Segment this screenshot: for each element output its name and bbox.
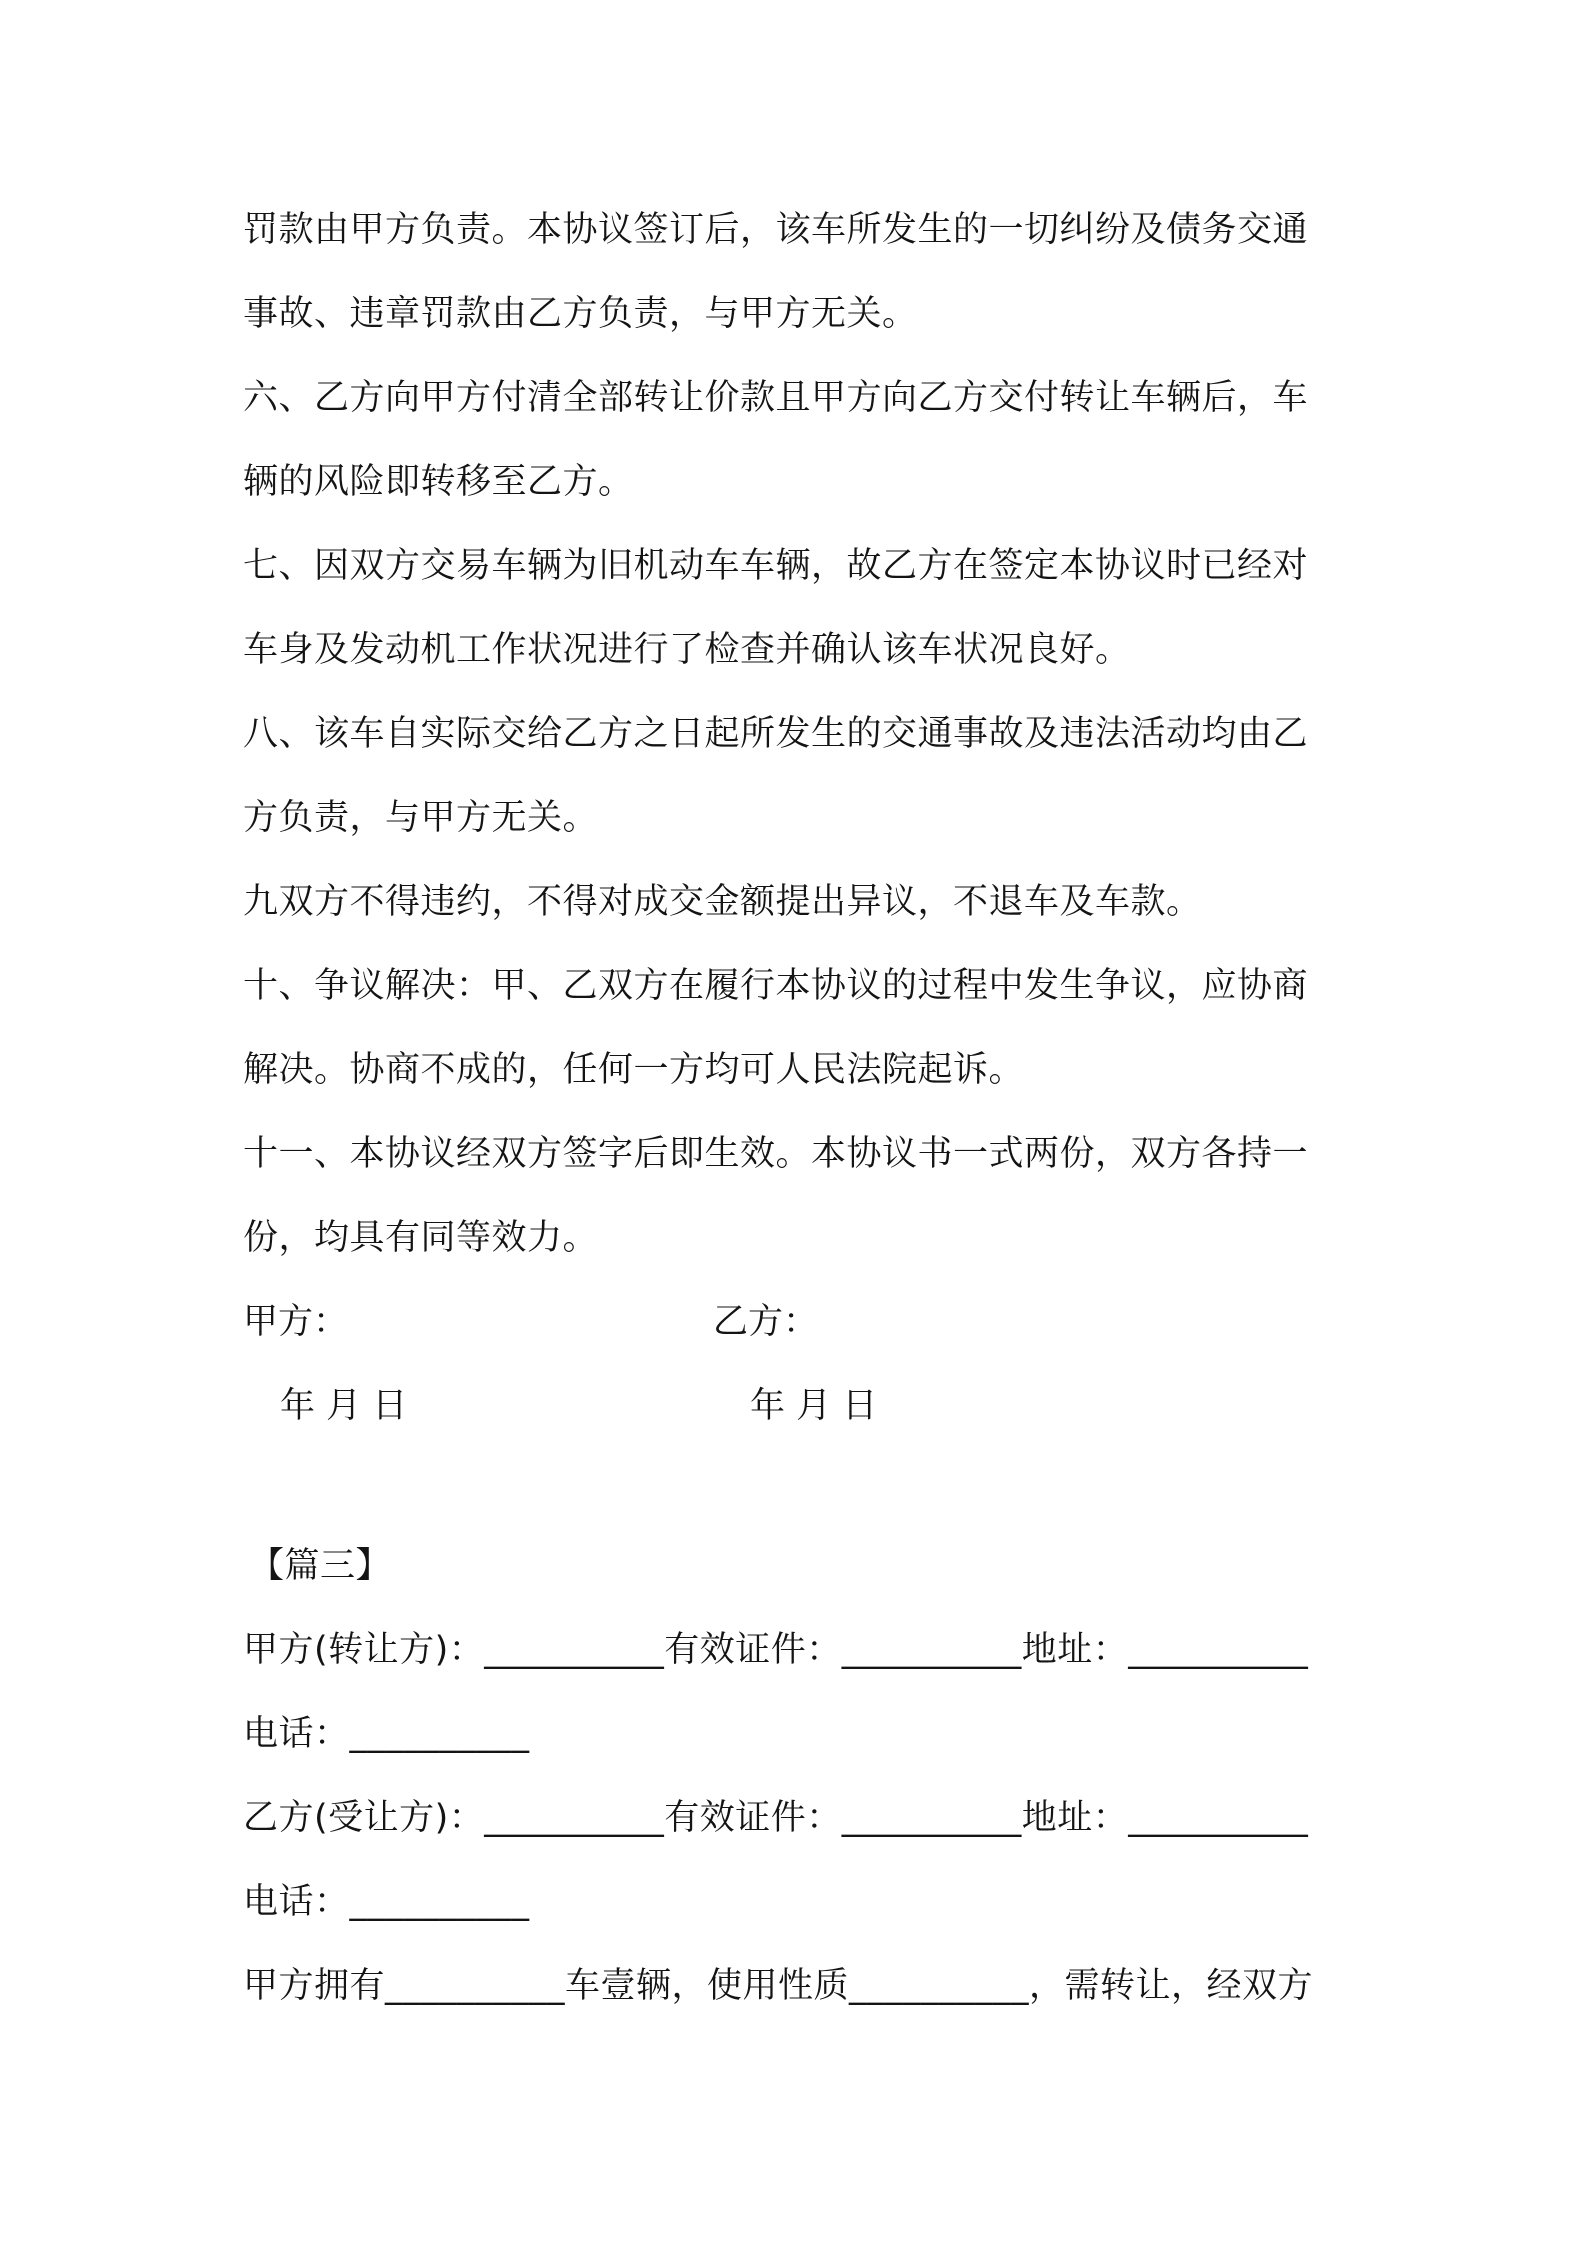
party-b-info-line: 乙方(受让方)：__________有效证件：__________地址：__________ [243, 1798, 1309, 1838]
section-title: 【篇三】 [249, 1546, 392, 1586]
text-line: 方负责，与甲方无关。 [243, 798, 599, 838]
text-line: 份，均具有同等效力。 [243, 1218, 599, 1258]
clause-6: 六、乙方向甲方付清全部转让价款且甲方向乙方交付转让车辆后，车 [243, 378, 1309, 418]
clause-11: 十一、本协议经双方签字后即生效。本协议书一式两份，双方各持一 [243, 1134, 1309, 1174]
clause-9: 九双方不得违约，不得对成交金额提出异议，不退车及车款。 [243, 882, 1202, 922]
party-a-phone-line: 电话：__________ [243, 1714, 530, 1754]
clause-10: 十、争议解决：甲、乙双方在履行本协议的过程中发生争议，应协商 [243, 966, 1309, 1006]
text-line: 解决。协商不成的，任何一方均可人民法院起诉。 [243, 1050, 1025, 1090]
clause-8: 八、该车自实际交给乙方之日起所发生的交通事故及违法活动均由乙 [243, 714, 1309, 754]
text-line: 罚款由甲方负责。本协议签订后，该车所发生的一切纠纷及债务交通 [243, 210, 1309, 250]
text-line: 车身及发动机工作状况进行了检查并确认该车状况良好。 [243, 630, 1131, 670]
party-a-signature-label: 甲方： [243, 1302, 349, 1342]
party-b-signature-label: 乙方： [713, 1302, 819, 1342]
party-a-date: 年 月 日 [280, 1386, 408, 1426]
text-line: 事故、违章罚款由乙方负责，与甲方无关。 [243, 294, 918, 334]
clause-7: 七、因双方交易车辆为旧机动车车辆，故乙方在签定本协议时已经对 [243, 546, 1309, 586]
text-line: 辆的风险即转移至乙方。 [243, 462, 634, 502]
party-a-info-line: 甲方(转让方)：__________有效证件：__________地址：__________ [243, 1630, 1309, 1670]
party-b-date: 年 月 日 [750, 1386, 878, 1426]
party-b-phone-line: 电话：__________ [243, 1882, 530, 1922]
vehicle-info-line: 甲方拥有__________车壹辆，使用性质__________，需转让，经双方 [243, 1966, 1314, 2006]
